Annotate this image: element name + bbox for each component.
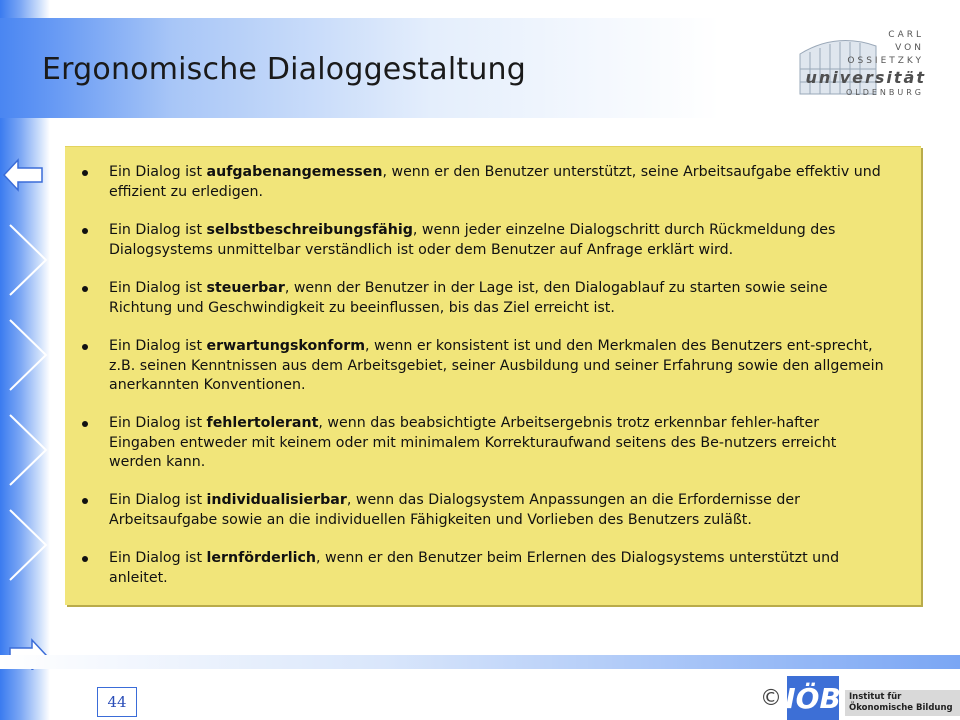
item-suffix: , wenn das Dialogsystem Anpassungen an die Erfordernisse der Arbeitsaufgabe sowie an die individuellen Fähigkeiten und Vorlieben des Benutzers zuläßt.: [109, 492, 800, 528]
list-item: [85, 491, 885, 530]
bullet-icon: [82, 556, 88, 562]
item-suffix: , wenn jeder einzelne Dialogschritt durch Rückmeldung des Dialogsystems unmittelbar verständlich ist oder dem Benutzer auf Anfrage erklärt wird.: [109, 222, 836, 258]
item-prefix: Ein Dialog ist: [109, 492, 207, 508]
logo-text-oldenburg: OLDENBURG: [845, 88, 924, 97]
item-suffix: , wenn das beabsichtigte Arbeitsergebnis trotz erkennbar fehler-hafter Eingaben entweder mit keinem oder mit minimalem Korrekturaufwand seitens des Be-nutzers erreicht werden kann.: [109, 415, 837, 470]
list-item: [85, 221, 885, 260]
bullet-icon: [82, 228, 88, 234]
back-arrow-icon[interactable]: [4, 160, 42, 190]
logo-text-ossietzky: OSSIETZKY: [847, 56, 924, 66]
list-item: [85, 337, 885, 396]
item-suffix: , wenn er konsistent ist und den Merkmalen des Benutzers ent-sprecht, z.B. seinen Kenntnissen aus dem Arbeitsgebiet, seiner Ausbildung und seiner Erfahrung sowie den allgemein anerkannten Konventionen.: [109, 338, 884, 393]
item-prefix: Ein Dialog ist: [109, 550, 207, 566]
item-keyword: aufgabenangemessen: [206, 164, 383, 180]
bullet-icon: [82, 170, 88, 176]
chevron-decoration: [10, 225, 46, 580]
item-keyword: steuerbar: [206, 280, 285, 296]
side-navigation: [0, 120, 55, 670]
item-keyword: selbstbeschreibungsfähig: [206, 222, 413, 238]
item-suffix: , wenn er den Benutzer unterstützt, seine Arbeitsaufgabe effektiv und effizient zu erledigen.: [109, 164, 881, 200]
logo-text-carl: CARL: [888, 30, 924, 40]
bullet-icon: [82, 344, 88, 350]
list-item: [85, 163, 885, 202]
list-item: [85, 549, 885, 588]
page-number: 44: [97, 687, 137, 717]
bottom-band: [0, 655, 960, 669]
item-suffix: , wenn er den Benutzer beim Erlernen des Dialogsystems unterstützt und anleitet.: [109, 550, 840, 586]
university-logo: [796, 24, 938, 106]
institute-name: [845, 690, 960, 716]
item-prefix: Ein Dialog ist: [109, 338, 207, 354]
institute-logo: IÖB: [787, 676, 839, 720]
item-keyword: erwartungskonform: [206, 338, 365, 354]
item-keyword: lernförderlich: [206, 550, 317, 566]
list-item: [85, 279, 885, 318]
item-prefix: Ein Dialog ist: [109, 280, 207, 296]
item-keyword: fehlertolerant: [206, 415, 319, 431]
institute-line1: Institut für: [849, 692, 902, 702]
bullet-icon: [82, 421, 88, 427]
item-keyword: individualisierbar: [206, 492, 347, 508]
content-box: [65, 146, 921, 605]
logo-text-von: VON: [895, 43, 924, 53]
item-suffix: , wenn der Benutzer in der Lage ist, den Dialogablauf zu starten sowie seine Richtung und Geschwindigkeit zu beeinflussen, bis das Ziel erreicht ist.: [109, 280, 828, 316]
page-title: Ergonomische Dialoggestaltung: [42, 52, 527, 87]
institute-line2: Ökonomische Bildung: [849, 703, 953, 713]
logo-text-universitaet: universität: [805, 68, 926, 87]
bullet-icon: [82, 498, 88, 504]
list-item: [85, 414, 885, 473]
item-prefix: Ein Dialog ist: [109, 415, 207, 431]
copyright-icon: ©: [760, 686, 782, 711]
item-prefix: Ein Dialog ist: [109, 164, 207, 180]
item-prefix: Ein Dialog ist: [109, 222, 207, 238]
bullet-icon: [82, 286, 88, 292]
